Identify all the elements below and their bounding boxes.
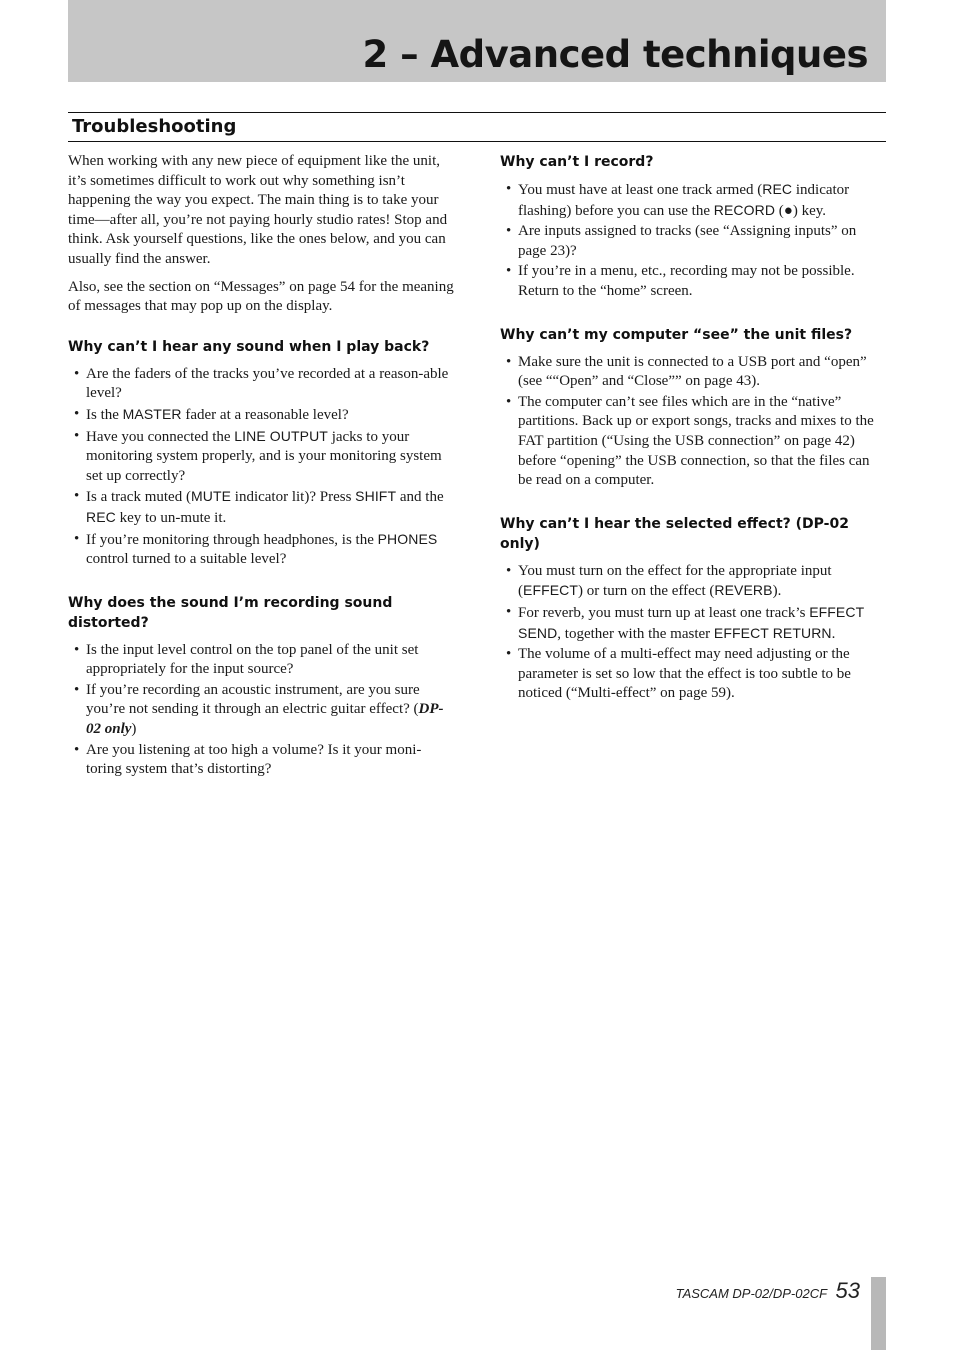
key-label: SHIFT — [355, 488, 397, 505]
list-item: • Is a track muted (MUTE indicator lit)? Press SHIFT and the REC key to un-mute it. — [68, 487, 454, 528]
list-item: • The volume of a multi-effect may need adjusting or the parameter is set so low that the effect is too subtle to be noticed (“Multi-effect” on page 59). — [500, 645, 886, 704]
key-label: EFFECT — [523, 582, 579, 599]
list-item: • Is the input level control on the top panel of the unit set appropriately for the input source? — [68, 641, 454, 680]
key-label: EFFECT RETURN — [713, 624, 832, 641]
answer-list — [68, 365, 454, 570]
key-label: MASTER — [122, 405, 182, 422]
list-item: • For reverb, you must turn up at least one track’s EFFECT SEND, together with the master EFFECT RETURN. — [500, 603, 886, 644]
chapter-banner — [68, 0, 886, 82]
question-heading: Why can’t I hear any sound when I play back? — [68, 338, 430, 355]
page-footer — [676, 1278, 860, 1304]
intro-paragraph: When working with any new piece of equipment like the unit, it’s sometimes difficult to work out why something isn’t happening the way you expect. The main thing is to take your time—after all, you’re not paying hourly studio rates! Stop and think. Ask yourself questions, like the ones below, and you can usually find the answer. — [68, 153, 448, 267]
model-note: DP-02 only — [86, 701, 444, 738]
record-dot-icon: (●) — [775, 202, 798, 219]
list-item: • Is the MASTER fader at a reasonable level? — [68, 405, 454, 426]
question-heading: Why does the sound I’m recording sound distorted? — [68, 594, 393, 631]
section-header — [68, 112, 886, 142]
question-heading: Why can’t I record? — [500, 154, 654, 170]
key-label: PHONES — [377, 530, 438, 547]
intro-paragraph: Also, see the section on “Messages” on page 54 for the meaning of messages that may pop up on the display. — [68, 278, 454, 315]
right-column — [500, 152, 886, 705]
section-title: Troubleshooting — [72, 116, 237, 137]
key-label: REC — [86, 508, 116, 525]
chapter-title: 2 – Advanced techniques — [362, 33, 868, 77]
list-item: • If you’re in a menu, etc., recording may not be possible. Return to the “home” screen. — [500, 262, 886, 301]
key-label: MUTE — [190, 488, 232, 505]
list-item: • Have you connected the LINE OUTPUT jacks to your monitoring system properly, and is your monitoring system set up correctly? — [68, 427, 454, 487]
page-edge-tab — [871, 1277, 886, 1350]
list-item: • If you’re recording an acoustic instrument, are you sure you’re not sending it through an electric guitar effect? (DP-02 only) — [68, 681, 454, 740]
question-heading: Why can’t I hear the selected effect? (DP-02 only) — [500, 515, 849, 552]
left-column — [68, 152, 454, 781]
footer-brand: TASCAM DP-02/DP-02CF — [675, 1286, 828, 1301]
key-label: LINE OUTPUT — [234, 427, 328, 444]
list-item: • The computer can’t see files which are in the “native” partitions. Back up or export songs, tracks and mixes to the FAT partition (“Using the USB connection” on page 42) before “opening” the USB connection, so that the files can be read on a computer. — [500, 393, 886, 491]
list-item: • You must turn on the effect for the appropriate input (EFFECT) or turn on the effect (REVERB). — [500, 562, 886, 602]
answer-list — [500, 180, 886, 302]
question-heading: Why can’t my computer “see” the unit files? — [500, 326, 853, 343]
answer-list — [500, 562, 886, 704]
key-label: RECORD — [713, 201, 776, 218]
list-item: • You must have at least one track armed (REC indicator flashing) before you can use the RECORD (●) key. — [500, 180, 886, 221]
list-item: • Are you listening at too high a volume? Is it your moni-toring system that’s distorting? — [68, 741, 454, 780]
page-number: 53 — [835, 1278, 860, 1303]
key-label: REVERB — [714, 582, 773, 599]
list-item: • Are the faders of the tracks you’ve recorded at a reason-able level? — [68, 365, 454, 404]
key-label: REC — [762, 181, 793, 197]
list-item: • Are inputs assigned to tracks (see “Assigning inputs” on page 23)? — [500, 222, 886, 261]
list-item: • If you’re monitoring through headphones, is the PHONES control turned to a suitable level? — [68, 530, 454, 570]
answer-list — [68, 641, 454, 780]
list-item: • Make sure the unit is connected to a USB port and “open” (see ““Open” and “Close”” on page 43). — [500, 353, 886, 392]
key-label: EFFECT SEND — [518, 603, 864, 641]
answer-list — [500, 353, 886, 491]
